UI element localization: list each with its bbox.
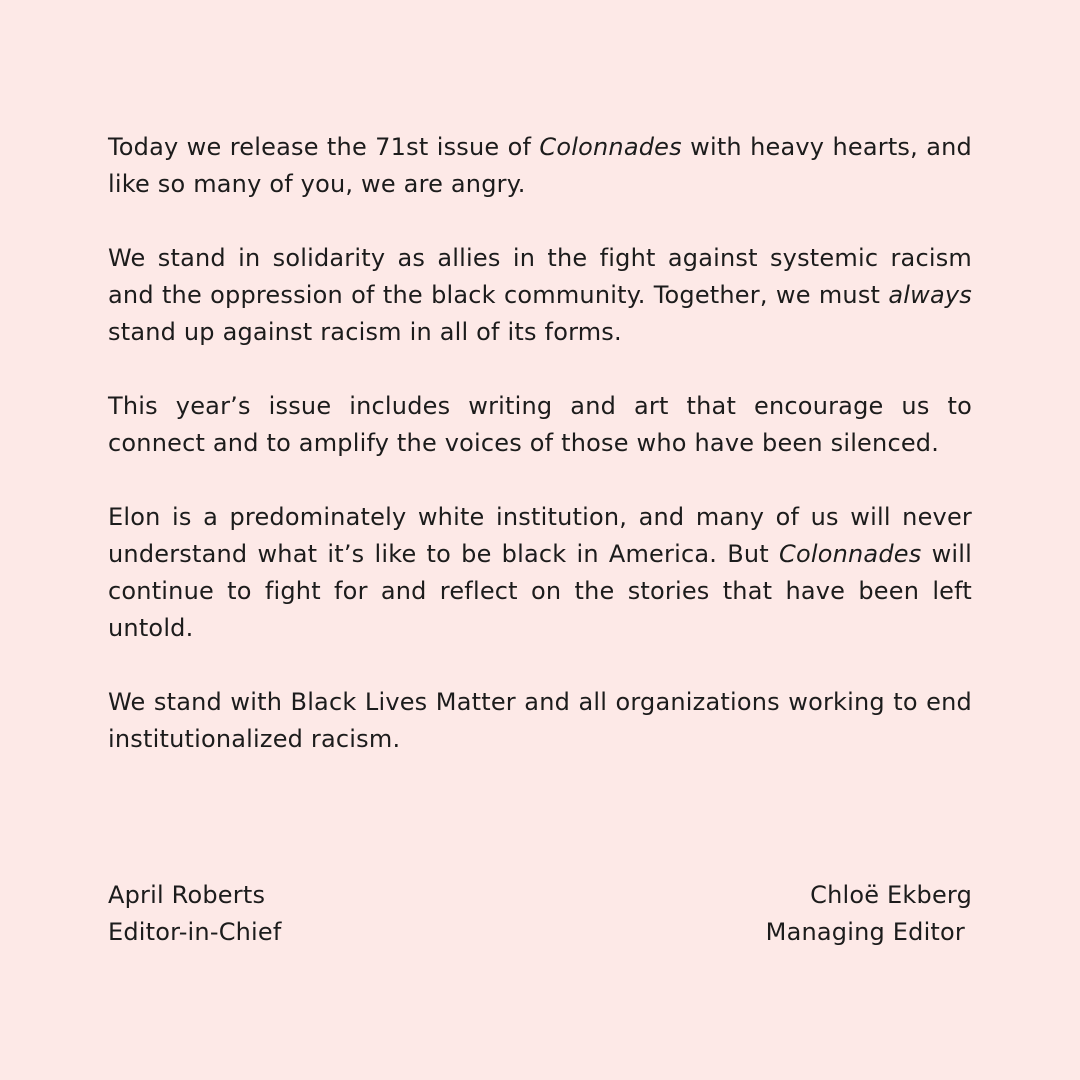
signature-editor-in-chief: [108, 877, 282, 951]
paragraph-text: stand up against racism in all of its forms.: [108, 318, 622, 346]
paragraph-text: with heavy hearts, and like so many of you, we are angry.: [108, 133, 972, 198]
paragraph-text: We stand in solidarity as allies in the fight against systemic racism and the oppression of the black community. Together, we must: [108, 244, 972, 309]
paragraph-issue: [108, 388, 972, 462]
paragraph-text: This year’s issue includes writing and art that encourage us to connect and to amplify the voices of those who have been silenced.: [108, 392, 972, 457]
signature-name: Chloë Ekberg: [810, 881, 972, 909]
emphasis-word: always: [888, 281, 972, 309]
letter-body: [108, 129, 972, 758]
signature-title: Managing Editor: [765, 918, 965, 946]
paragraph-text: We stand with Black Lives Matter and all organizations working to end institutionalized racism.: [108, 688, 972, 753]
paragraph-text: Elon is a predominately white institution, and many of us will never understand what it’s like to be black in America. But: [108, 503, 972, 568]
signature-title: Editor-in-Chief: [108, 918, 282, 946]
paragraph-solidarity: [108, 240, 972, 351]
paragraph-text: Today we release the 71st issue of: [108, 133, 540, 161]
signature-managing-editor: [766, 877, 972, 951]
paragraph-release: [108, 129, 972, 203]
publication-name: Colonnades: [779, 540, 922, 568]
paragraph-blm: [108, 684, 972, 758]
paragraph-text: will continue to fight for and reflect on the stories that have been left untold.: [108, 540, 973, 642]
publication-name: Colonnades: [539, 133, 682, 161]
signatures: [108, 877, 972, 951]
signature-name: April Roberts: [108, 881, 266, 909]
paragraph-elon: [108, 499, 972, 647]
